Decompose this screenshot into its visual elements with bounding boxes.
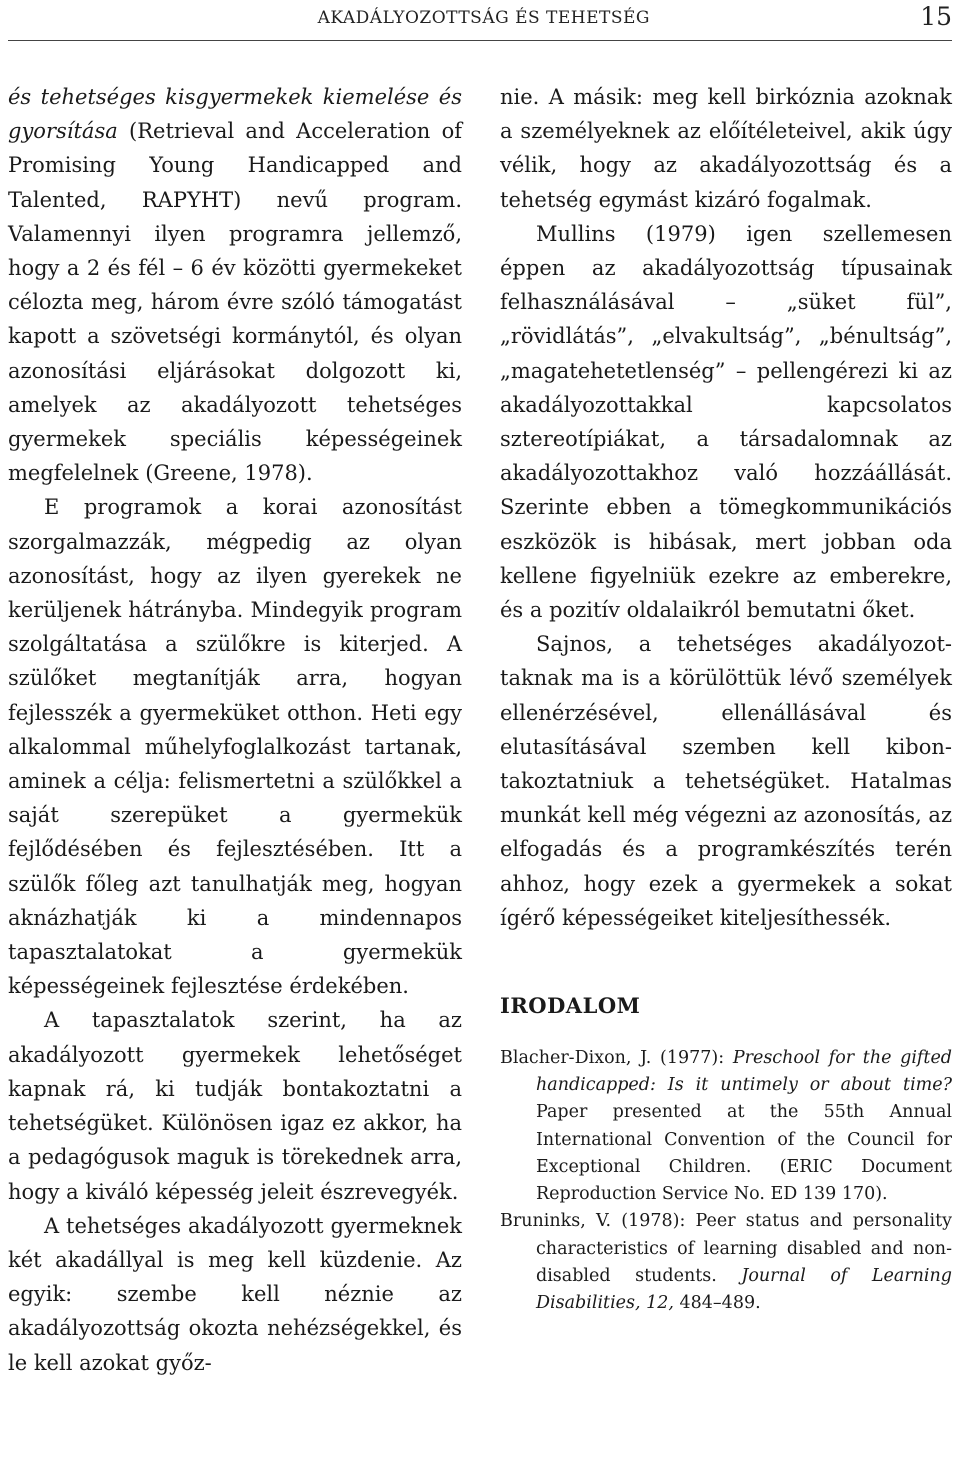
left-column [8, 80, 462, 1380]
paragraph: Mullins (1979) igen szellemesen éppen az akadályozottság típusainak felhasználásával – „süket fül”, „rövidlátás”, „elvakultság”, „bénultság”, „magatehetetlenség” – pellengérezi ki az akadályozottakkal kapcsolatos sztereotípiákat, a társadalomnak az akadályozottakhoz való hozzáállását. Szerinte ebben a tömegkommunikációs eszközök is hibásak, mert jobban oda kellene figyelniük ezekre az emberekre, és a pozitív oldalaikról bemutatni őket. [500, 221, 952, 623]
header-rule [8, 40, 952, 41]
page-number: 15 [920, 2, 952, 31]
paragraph-continuation: nie. A másik: meg kell birkóznia azoknak a személyeknek az előítéleteivel, akik úgy vélik, hogy az akadályozottság és a tehetség egymást kizáró fogalmak. [500, 85, 952, 212]
reference-list [500, 1045, 952, 1317]
references-heading: IRODALOM [500, 993, 641, 1019]
reference-title: Peer status and personality characteristics of learning disabled and non-disabled students. [536, 1211, 953, 1286]
reference-entry [500, 1208, 952, 1317]
running-title: AKADÁLYOZOTTSÁG ÉS TEHETSÉG [317, 8, 650, 28]
italic-program-name: és tehetséges kisgyermekek kiemelése és gyorsítása [8, 85, 462, 144]
paragraph: A tapasztalatok szerint, ha az akadályozott gyermekek lehetőséget kapnak rá, ki tudják bontakoztatni a tehetségüket. Különösen igaz ez akkor, ha a pedagógusok maguk is törekednek arra, hogy a kiváló képesség jeleit észrevegyék. [8, 1008, 462, 1204]
paragraph: E programok a korai azonosítást szorgalmazzák, mégpedig az olyan azonosítást, hogy az ilyen gyerekek ne kerüljenek hátrányba. Mindegyik program szolgáltatása a szülőkre is kiterjed. A szülőket megtanítják arra, hogyan fejlesszék a gyermeküket otthon. Heti egy alkalommal műhelyfoglalkozást tartanak, aminek a célja: felismertetni a szülőkkel a saját szerepüket a gyermekük fejlődésében és fejlesztésében. Itt a szülők főleg azt tanulhatják meg, hogyan aknázhatják ki a mindennapos tapasztalatokat a gyermekük képességeinek fejlesztése érdekében. [8, 495, 462, 999]
reference-pages: 484–489. [673, 1292, 761, 1313]
reference-author: Bruninks, V. (1978): [500, 1211, 696, 1232]
paragraph [8, 80, 462, 490]
reference-title: Preschool for the gifted handicapped: Is it untimely or about time? [536, 1048, 952, 1096]
reference-author: Blacher-Dixon, J. (1977): [500, 1048, 733, 1069]
running-header [0, 0, 960, 40]
paragraph: Sajnos, a tehetséges akadályozottaknak ma is a körülöttük lévő személyek ellenérzésével, ellenállásával és elutasításával szemben kell kibontakoztatniuk a tehetségüket. Hatalmas munkát kell még végezni az azonosítás, az elfogadás és a programkészítés terén ahhoz, hogy ezek a gyermekek a sokat ígérő képességeiket kiteljesíthessék. [500, 632, 953, 930]
right-column [500, 80, 952, 1317]
paragraph: A tehetséges akadályozott gyermeknek két akadállyal is meg kell küzdenie. Az egyik: szembe kell néznie az akadályozottság okozta nehézségekkel, és le kell azokat győz- [8, 1213, 462, 1375]
paragraph-text: (Retrieval and Acceleration of Promising Young Handicapped and Talented, RAPYHT) nevű program. Valamennyi ilyen programra jellemző, hogy a 2 és fél – 6 év közötti gyermekeket célozta meg, három évre szóló támogatást kapott a szövetségi kormánytól, és olyan azonosítási eljárásokat dolgozott ki, amelyek az akadályozott tehetséges gyermekek speciális képességeinek megfelelnek (Greene, 1978). [8, 119, 462, 486]
reference-entry [500, 1045, 952, 1208]
reference-journal: Journal of Learning Disabilities, 12, [536, 1265, 953, 1313]
reference-details: Paper presented at the 55th Annual International Convention of the Council for Exceptional Children. (ERIC Document Reproduction Service No. ED 139 170). [536, 1102, 952, 1205]
